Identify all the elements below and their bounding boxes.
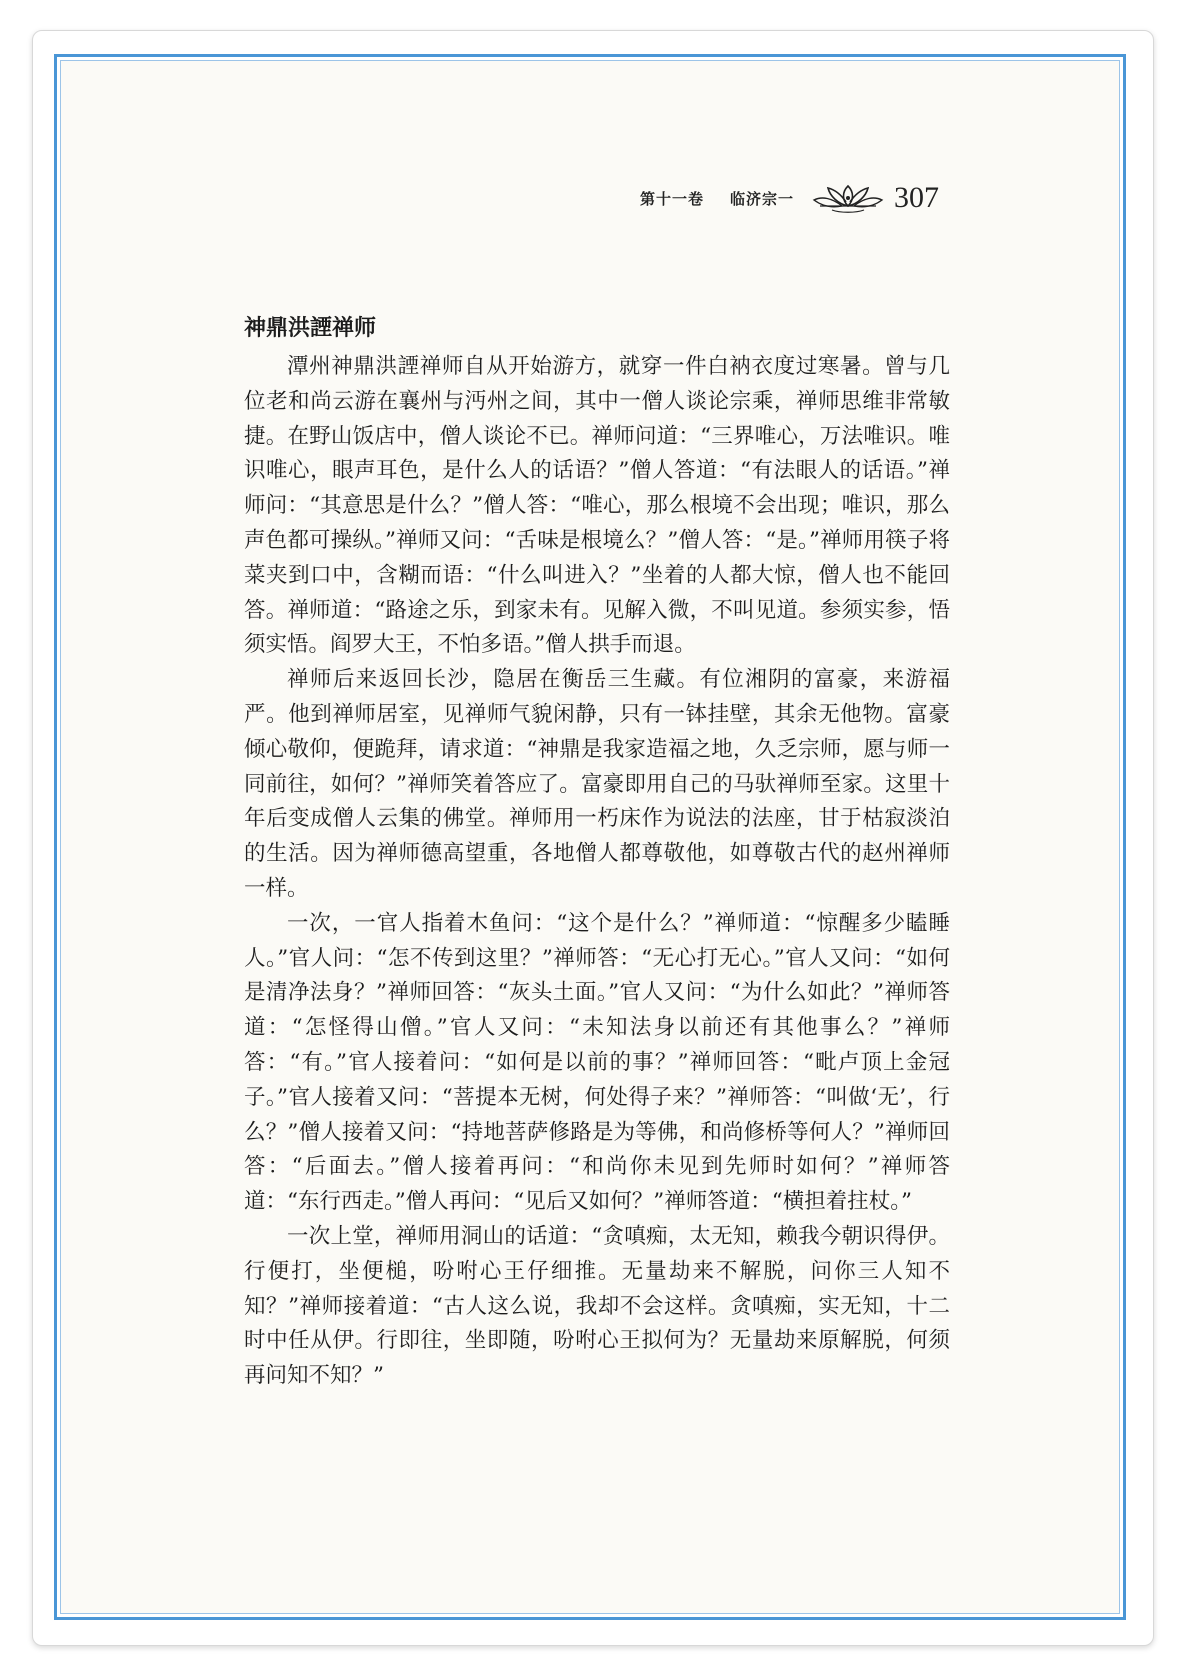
- lotus-ornament-icon: [812, 180, 884, 216]
- paragraph: 潭州神鼎洪諲禅师自从开始游方，就穿一件白衲衣度过寒暑。曾与几位老和尚云游在襄州与沔州之间，其中一僧人谈论宗乘，禅师思维非常敏捷。在野山饭店中，僧人谈论不已。禅师问道：“三界唯心，万法唯识。唯识唯心，眼声耳色，是什么人的话语？”僧人答道：“有法眼人的话语。”禅师问：“其意思是什么？”僧人答：“唯心，那么根境不会出现；唯识，那么声色都可操纵。”禅师又问：“舌味是根境么？”僧人答：“是。”禅师用筷子将菜夹到口中，含糊而语：“什么叫进入？”坐着的人都大惊，僧人也不能回答。禅师道：“路途之乐，到家未有。见解入微，不叫见道。参须实参，悟须实悟。阎罗大王，不怕多语。”僧人拱手而退。: [244, 354, 950, 658]
- article-title: 神鼎洪諲禅师: [244, 316, 377, 341]
- volume-label: 第十一卷: [640, 189, 705, 208]
- page-number: 307: [894, 181, 940, 214]
- section-label: 临济宗一: [730, 189, 795, 208]
- paragraph: 禅师后来返回长沙，隐居在衡岳三生藏。有位湘阴的富豪，来游福严。他到禅师居室，见禅师气貌闲静，只有一钵挂壁，其余无他物。富豪倾心敬仰，便跪拜，请求道：“神鼎是我家造福之地，久乏宗师，愿与师一同前往，如何？”禅师笑着答应了。富豪即用自己的马驮禅师至家。这里十年后变成僧人云集的佛堂。禅师用一朽床作为说法的法座，甘于枯寂淡泊的生活。因为禅师德高望重，各地僧人都尊敬他，如尊敬古代的赵州禅师一样。: [244, 667, 950, 901]
- article-body: [244, 312, 950, 1394]
- paragraph: 一次上堂，禅师用洞山的话道：“贪嗔痴，太无知，赖我今朝识得伊。行便打，坐便槌，吩咐心王仔细推。无量劫来不解脱，问你三人知不知？”禅师接着道：“古人这么说，我却不会这样。贪嗔痴，实无知，十二时中任从伊。行即往，坐即随，吩咐心王拟何为？无量劫来原解脱，何须再问知不知？”: [244, 1223, 950, 1389]
- running-head: [640, 178, 1020, 218]
- paragraph: 一次，一官人指着木鱼问：“这个是什么？”禅师道：“惊醒多少瞌睡人。”官人问：“怎不传到这里？”禅师答：“无心打无心。”官人又问：“如何是清净法身？”禅师回答：“灰头土面。”官人又问：“为什么如此？”禅师答道：“怎怪得山僧。”官人又问：“未知法身以前还有其他事么？”禅师答：“有。”官人接着问：“如何是以前的事？”禅师回答：“毗卢顶上金冠子。”官人接着又问：“菩提本无树，何处得子来？”禅师答：“叫做‘无’，行么？”僧人接着又问：“持地菩萨修路是为等佛，和尚修桥等何人？”禅师回答：“后面去。”僧人接着再问：“和尚你未见到先师时如何？”禅师答道：“东行西走。”僧人再问：“见后又如何？”禅师答道：“横担着拄杖。”: [244, 910, 950, 1215]
